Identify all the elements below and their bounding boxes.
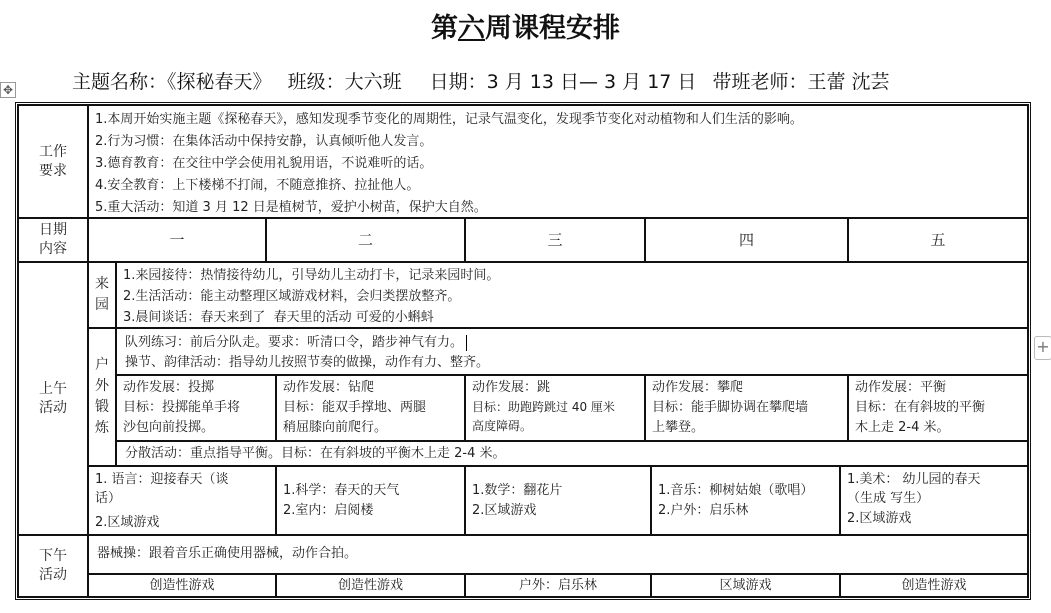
afternoon-game: 创造性游戏 — [88, 574, 276, 597]
theme-name: 主题名称：《探秘春天》 — [72, 71, 272, 93]
lesson-cell: 1. 语言：迎接春天（谈 话） 2.区域游戏 — [88, 466, 276, 535]
work-item: 5.重大活动：知道 3 月 12 日是植树节，爱护小树苗，保护大自然。 — [95, 200, 487, 215]
afternoon-game: 户外：启乐林 — [465, 574, 651, 597]
day-header: 二 — [266, 218, 465, 262]
move-handle-icon[interactable]: ✥ — [0, 82, 16, 98]
arrival-item: 3.晨间谈话：春天来到了 春天里的活动 可爱的小蝌蚪 — [123, 310, 434, 325]
days-label: 日期 内容 — [18, 218, 88, 262]
header-info — [72, 67, 890, 94]
afternoon-game: 创造性游戏 — [276, 574, 465, 597]
arrival-item: 2.生活活动：能主动整理区域游戏材料，会归类摆放整齐。 — [123, 289, 461, 304]
motor-cell: 动作发展：平衡 目标：在有斜坡的平衡 木上走 2-4 米。 — [848, 375, 1028, 441]
class-name: 班级：大六班 — [287, 71, 402, 93]
work-item: 4.安全教育：上下楼梯不打闹，不随意推挤、拉扯他人。 — [95, 178, 420, 193]
plus-icon[interactable]: + — [1034, 336, 1051, 360]
work-label: 工作 要求 — [18, 105, 88, 218]
day-header: 五 — [848, 218, 1028, 262]
afternoon-game: 区域游戏 — [651, 574, 840, 597]
work-requirements — [88, 105, 1028, 218]
day-header: 一 — [88, 218, 266, 262]
afternoon-label: 下午 活动 — [18, 535, 88, 597]
morning-label: 上午 活动 — [18, 262, 88, 535]
exercise-text: 操节、韵律活动：指导幼儿按照节奏的做操，动作有力、整齐。 — [125, 355, 490, 370]
teacher-names: 带班老师：王蕾 沈芸 — [712, 71, 890, 93]
drill-content — [116, 328, 1028, 375]
lesson-cell: 1.音乐：柳树姑娘（歌唱） 2.户外：启乐林 — [651, 466, 840, 535]
motor-cell: 动作发展：攀爬 目标：能手脚协调在攀爬墙 上攀登。 — [645, 375, 848, 441]
motor-cell: 动作发展：跳 目标：助跑跨跳过 40 厘米 高度障碍。 — [465, 375, 645, 441]
date-range: 日期：3 月 13 日— 3 月 17 日 — [429, 71, 697, 93]
arrival-label: 来 园 — [88, 262, 116, 328]
motor-cell: 动作发展：钻爬 目标：能双手撑地、两腿 稍屈膝向前爬行。 — [276, 375, 465, 441]
lesson-cell: 1.美术： 幼儿园的春天 （生成 写生） 2.区域游戏 — [840, 466, 1028, 535]
motor-cell: 动作发展：投掷 目标：投掷能单手将 沙包向前投掷。 — [116, 375, 276, 441]
day-header: 三 — [465, 218, 645, 262]
text-cursor — [466, 335, 467, 351]
equipment-activity: 器械操：跟着音乐正确使用器械，动作合拍。 — [88, 535, 1028, 574]
work-item: 2.行为习惯：在集体活动中保持安静，认真倾听他人发言。 — [95, 134, 433, 149]
work-item: 3.德育教育：在交往中学会使用礼貌用语，不说难听的话。 — [95, 156, 433, 171]
page-title: 第六周课程安排 — [431, 13, 620, 44]
lesson-cell: 1.数学：翻花片 2.区域游戏 — [465, 466, 651, 535]
arrival-item: 1.来园接待：热情接待幼儿，引导幼儿主动打卡，记录来园时间。 — [123, 268, 500, 283]
lesson-cell: 1.科学：春天的天气 2.室内：启阅楼 — [276, 466, 465, 535]
work-item: 1.本周开始实施主题《探秘春天》，感知发现季节变化的周期性，记录气温变化，发现季节变化对动植物和人们生活的影响。 — [95, 112, 803, 127]
afternoon-game: 创造性游戏 — [840, 574, 1028, 597]
arrival-content — [116, 262, 1028, 328]
day-header: 四 — [645, 218, 848, 262]
outdoor-label: 户 外 锻 炼 — [88, 328, 116, 466]
scatter-activity: 分散活动：重点指导平衡。目标：在有斜坡的平衡木上走 2-4 米。 — [116, 441, 1028, 466]
drill-text: 队列练习：前后分队走。要求：听清口令，踏步神气有力。 — [125, 333, 1021, 352]
